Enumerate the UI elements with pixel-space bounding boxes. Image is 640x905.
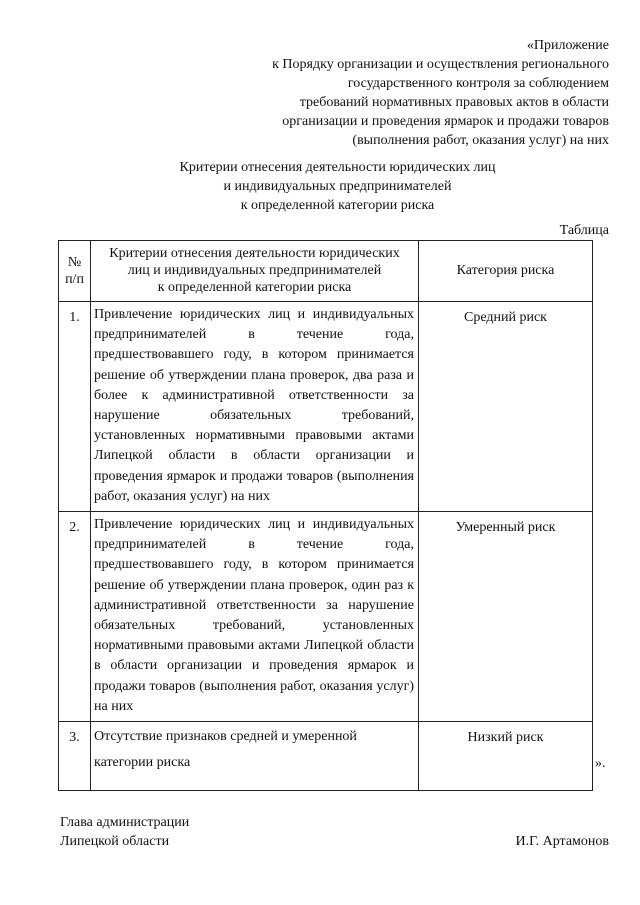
appendix-block [189, 36, 609, 150]
header-number: № п/п [59, 241, 91, 302]
appendix-line: организации и проведения ярмарок и продажи товаров [282, 114, 609, 129]
signatory-name: И.Г. Артамонов [515, 834, 609, 849]
row-category: Низкий риск [419, 722, 593, 791]
table-row [59, 302, 593, 512]
header-category: Категория риска [419, 241, 593, 302]
row-criteria: Привлечение юридических лиц и индивидуальных предпринимателей в течение года, предшествовавшего году, в котором принимается решение об утверждении плана проверок, два раза и более к административной ответственности за нарушение обязательных требований, установленных нормативными правовыми актами Липецкой области в области организации и проведения ярмарок и продажи товаров (выполнения работ, оказания услуг) на них [91, 302, 419, 512]
row-category: Умеренный риск [419, 512, 593, 722]
table-row [59, 512, 593, 722]
row-category: Средний риск [419, 302, 593, 512]
row-criteria: Привлечение юридических лиц и индивидуальных предпринимателей в течение года, предшествовавшего году, в котором принимается решение об утверждении плана проверок, один раз к административной ответственности за нарушение обязательных требований, установленных нормативными правовыми актами Липецкой области в области организации и проведения ярмарок и продажи товаров (выполнения работ, оказания услуг) на них [91, 512, 419, 722]
appendix-line: требований нормативных правовых актов в области [299, 95, 609, 110]
row-criteria: Отсутствие признаков средней и умеренной категории риска [91, 722, 419, 791]
risk-criteria-table [58, 240, 593, 791]
heading-line: и индивидуальных предпринимателей [223, 179, 452, 194]
table-row [59, 722, 593, 791]
closing-quote-mark: ». [595, 756, 606, 771]
appendix-line: (выполнения работ, оказания услуг) на них [352, 133, 609, 148]
heading-line: к определенной категории риска [240, 198, 435, 213]
appendix-line: государственного контроля за соблюдением [347, 76, 609, 91]
header-criteria: Критерии отнесения деятельности юридических лиц и индивидуальных предпринимателей к определенной категории риска [91, 241, 419, 302]
row-number: 2. [59, 512, 91, 722]
row-number: 3. [59, 722, 91, 791]
signatory-position: Глава администрации Липецкой области [60, 815, 190, 849]
table-header-row [59, 241, 593, 302]
appendix-line: «Приложение [526, 38, 609, 53]
appendix-line: к Порядку организации и осуществления регионального [272, 57, 609, 72]
heading-line: Критерии отнесения деятельности юридических лиц [179, 160, 496, 175]
document-heading [60, 158, 615, 215]
row-number: 1. [59, 302, 91, 512]
table-caption: Таблица [559, 223, 609, 238]
